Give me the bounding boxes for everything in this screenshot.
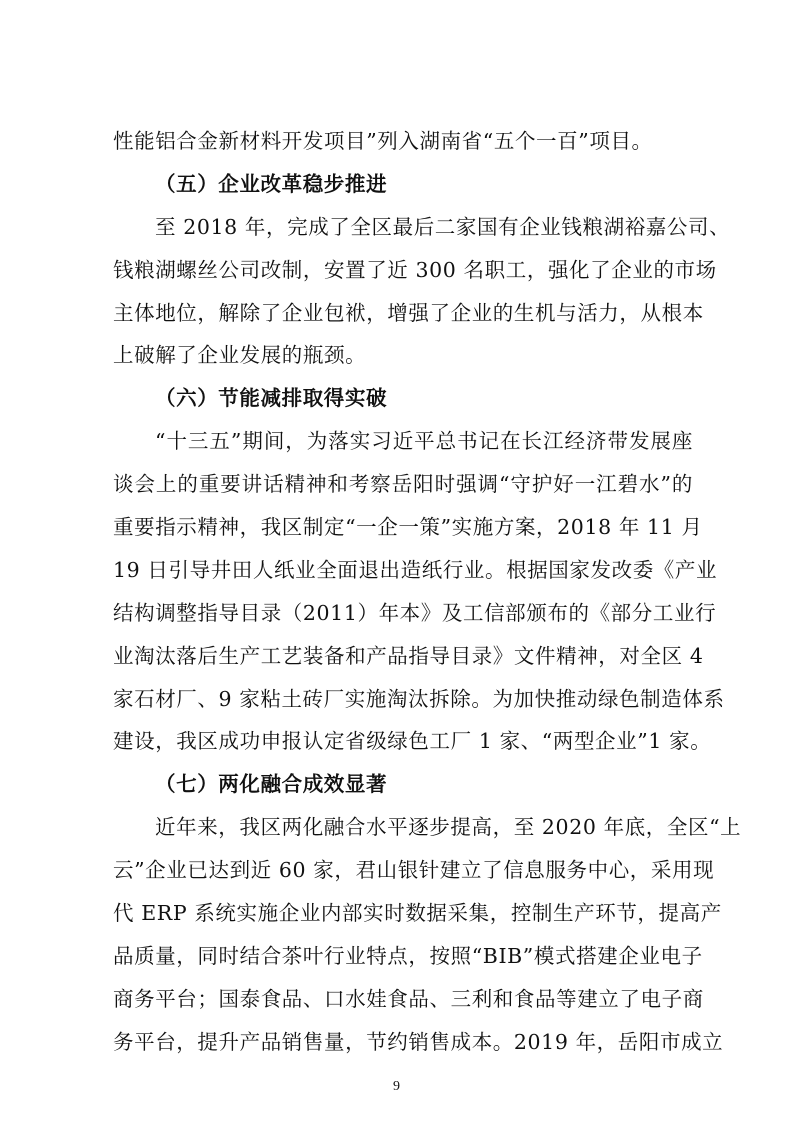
paragraph-line: 19 日引导井田人纸业全面退出造纸行业。根据国家发改委《产业	[113, 558, 718, 582]
paragraph-line: 建设，我区成功申报认定省级绿色工厂 1 家、“两型企业”1 家。	[113, 729, 712, 753]
paragraph-line: 上破解了企业发展的瓶颈。	[113, 343, 367, 367]
paragraph-line: “十三五”期间，为落实习近平总书记在长江经济带发展座	[155, 429, 693, 453]
paragraph-line: 云”企业已达到近 60 家，君山银针建立了信息服务中心，采用现	[113, 858, 715, 882]
paragraph-line: 谈会上的重要讲话精神和考察岳阳时强调“守护好一江碧水”的	[113, 472, 693, 496]
paragraph-line: 务平台，提升产品销售量，节约销售成本。2019 年，岳阳市成立	[113, 1030, 724, 1054]
paragraph-line: 主体地位，解除了企业包袱，增强了企业的生机与活力，从根本	[113, 301, 704, 325]
paragraph-line: 品质量，同时结合茶叶行业特点，按照“BIB”模式搭建企业电子	[113, 944, 703, 968]
paragraph-line: 钱粮湖螺丝公司改制，安置了近 300 名职工，强化了企业的市场	[113, 258, 717, 282]
paragraph-line: 近年来，我区两化融合水平逐步提高，至 2020 年底，全区“上	[155, 815, 742, 839]
paragraph-line: 重要指示精神，我区制定“一企一策”实施方案，2018 年 11 月	[113, 515, 703, 539]
section-heading: （五）企业改革稳步推进	[155, 172, 388, 196]
paragraph-line: 商务平台；国泰食品、口水娃食品、三利和食品等建立了电子商	[113, 987, 704, 1011]
paragraph-line: 家石材厂、9 家粘土砖厂实施淘汰拆除。为加快推动绿色制造体系	[113, 687, 725, 711]
paragraph-line: 至 2018 年，完成了全区最后二家国有企业钱粮湖裕嘉公司、	[155, 215, 731, 239]
page-number: 9	[393, 1079, 400, 1094]
paragraph-line: 代 ERP 系统实施企业内部实时数据采集，控制生产环节，提高产	[113, 901, 722, 925]
paragraph-line: 结构调整指导目录（2011）年本》及工信部颁布的《部分工业行	[113, 601, 717, 625]
paragraph-line: 业淘汰落后生产工艺装备和产品指导目录》文件精神，对全区 4	[113, 644, 704, 668]
section-heading: （七）两化融合成效显著	[155, 772, 388, 796]
paragraph-line: 性能铝合金新材料开发项目”列入湖南省“五个一百”项目。	[113, 129, 653, 153]
section-heading: （六）节能减排取得实破	[155, 386, 388, 410]
